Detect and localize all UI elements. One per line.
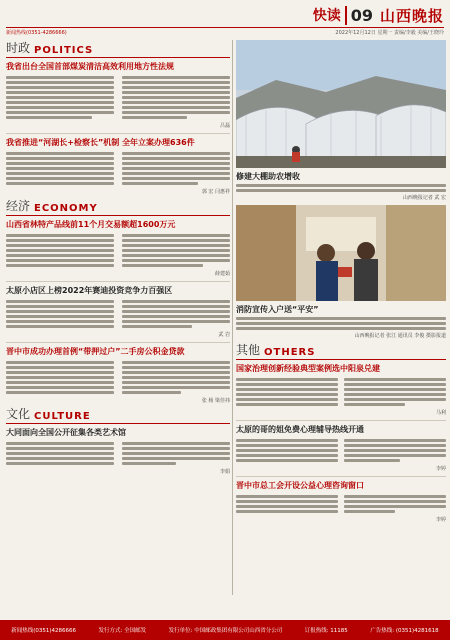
article-headline: 太原小店区上榜2022年赛迪投资竞争力百强区: [6, 286, 173, 295]
article-body: [6, 232, 230, 269]
article-1: [6, 61, 230, 129]
article-byline: 李娟: [219, 469, 230, 475]
article-3: [6, 219, 230, 277]
masthead-date-line: 2022年12月12日 星期一 责编/李毅 美编/王晓玲: [335, 30, 444, 36]
section-culture: [6, 406, 230, 424]
section-title-cn: 时政: [6, 41, 31, 55]
masthead: [6, 4, 444, 36]
article-r3: [236, 363, 446, 416]
photo-greenhouse: [236, 40, 446, 168]
photo-title: 修建大棚助农增收: [236, 172, 300, 181]
article-body: [6, 150, 230, 187]
column-divider: [232, 40, 233, 595]
footer-ad-hotline: 广告热线: (0351)4281618: [370, 628, 439, 634]
photo-byline: 山西晚报记者 武 宏: [402, 195, 446, 201]
article-5: [6, 346, 230, 404]
article-headline: 晋中市成功办理首例“带押过户”二手房公积金贷款: [6, 347, 185, 356]
paper-logo: 山西晚报: [379, 6, 444, 25]
photo-story-2: [236, 304, 446, 339]
article-byline: 武 岩: [218, 332, 230, 338]
article-byline: 吕磊: [219, 123, 230, 129]
section-others: [236, 342, 446, 360]
article-body: [6, 359, 230, 396]
article-byline: 薛建茹: [214, 271, 230, 277]
article-byline: 马利: [435, 410, 446, 416]
article-headline: 山西省林特产品线前11个月交易额超1600万元: [6, 220, 176, 229]
article-headline: 太原的哥的姐免费心理辅导热线开通: [236, 425, 364, 434]
article-body: [6, 298, 230, 330]
article-body: [236, 376, 446, 408]
section-title-en: OTHERS: [264, 347, 316, 358]
article-body: [6, 74, 230, 121]
photo-byline: 山西晚报记者 张江 通讯员 李俊 摄影报道: [354, 333, 446, 339]
article-body: [236, 437, 446, 464]
masthead-hotline: 新闻热线(0351-4286666): [6, 30, 67, 36]
article-body: [6, 440, 230, 467]
footer-hotline: 新闻热线(0351)4286666: [11, 628, 77, 634]
article-byline: 张 杨 梁佳祎: [201, 398, 230, 404]
page-number: 09: [345, 6, 377, 25]
article-2: [6, 137, 230, 195]
section-title-en: CULTURE: [34, 411, 91, 422]
section-title-cn: 经济: [6, 199, 31, 213]
section-politics: [6, 40, 230, 58]
article-headline: 我省出台全国首部煤炭清洁高效利用地方性法规: [6, 62, 174, 71]
section-label: 快读: [312, 8, 341, 24]
section-title-cn: 文化: [6, 407, 31, 421]
article-r4: [236, 424, 446, 472]
article-6: [6, 427, 230, 475]
article-r5: [236, 480, 446, 523]
photo-story-1: [236, 171, 446, 201]
article-headline: 国家治理创新经验典型案例选中阳泉兑建: [236, 364, 380, 373]
masthead-info-line: [6, 27, 444, 37]
section-economy: [6, 198, 230, 216]
footer-bar: [0, 620, 450, 640]
fire-safety-image: [236, 205, 446, 301]
greenhouse-image: [236, 40, 446, 168]
article-byline: 郭 宏 闫惠祥: [201, 189, 230, 195]
masthead-right: [313, 4, 444, 26]
article-byline: 李婷: [435, 517, 446, 523]
article-4: [6, 285, 230, 338]
right-column: [236, 40, 446, 600]
article-headline: 晋中市总工会开设公益心理咨询窗口: [236, 481, 364, 490]
footer-publisher: 发行单位: 中国邮政集团有限公司山西省分公司: [168, 628, 283, 634]
article-headline: 我省推进“河湖长+检察长”机制 全年立案办理636件: [6, 138, 195, 147]
footer-distribution: 发行方式: 全国邮发: [98, 628, 147, 634]
section-title-en: POLITICS: [34, 45, 94, 56]
article-body: [236, 493, 446, 515]
footer-subscribe: 订报热线: 11185: [304, 628, 348, 634]
section-title-cn: 其他: [236, 343, 261, 357]
left-column: [6, 40, 230, 600]
article-headline: 大同面向全国公开征集各类艺术馆: [6, 428, 126, 437]
photo-title: 消防宣传入户送“平安”: [236, 305, 319, 314]
section-title-en: ECONOMY: [34, 203, 98, 214]
photo-fire-safety: [236, 205, 446, 301]
article-byline: 李婷: [435, 466, 446, 472]
